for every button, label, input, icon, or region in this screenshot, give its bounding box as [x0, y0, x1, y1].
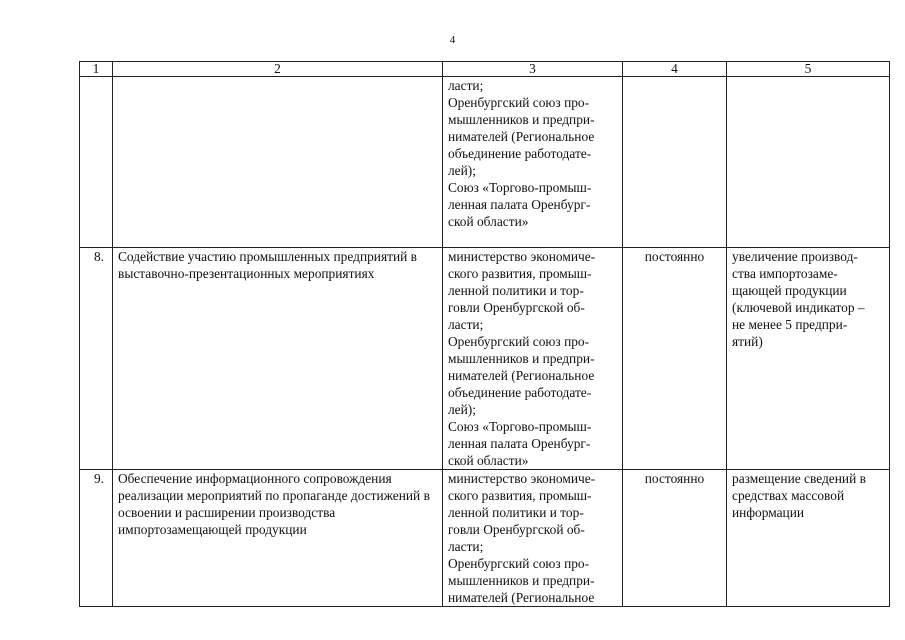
executors-line: министерство экономиче-	[448, 249, 596, 264]
page-number: 4	[449, 34, 456, 46]
result-line: увеличение производ-	[732, 249, 858, 264]
continued-executors-cell	[443, 77, 623, 248]
row-executors	[443, 470, 623, 607]
executors-line: Оренбургский союз про-	[448, 334, 590, 349]
executors-line: Оренбургский союз про-	[448, 556, 590, 571]
row-executors	[443, 248, 623, 470]
executors-line: ленной политики и тор-	[448, 283, 584, 298]
executors-line: объединение работодате-	[448, 385, 592, 400]
result-line: средствах массовой	[732, 488, 845, 503]
row-number: 9.	[80, 470, 113, 607]
continued-result-cell	[727, 77, 890, 248]
continued-term-cell	[623, 77, 727, 248]
column-header-4: 4	[623, 62, 727, 77]
executors-line: министерство экономиче-	[448, 471, 596, 486]
row-result	[727, 470, 890, 607]
executors-line: ской области»	[448, 214, 529, 229]
continued-number-cell	[80, 77, 113, 248]
result-line: размещение сведений в	[732, 471, 866, 486]
executors-line: мышленников и предпри-	[448, 573, 595, 588]
executors-line: лей);	[448, 402, 476, 417]
table-row	[80, 470, 890, 607]
executors-line: Оренбургский союз про-	[448, 95, 590, 110]
executors-line: ленной политики и тор-	[448, 505, 584, 520]
executors-line: ленная палата Оренбург-	[448, 197, 591, 212]
executors-line: ского развития, промыш-	[448, 266, 592, 281]
measures-table	[79, 61, 890, 607]
executors-line: мышленников и предпри-	[448, 112, 595, 127]
executors-line: говли Оренбургской об-	[448, 300, 585, 315]
result-line: не менее 5 предпри-	[732, 317, 848, 332]
result-line: щающей продукции	[732, 283, 847, 298]
column-header-5: 5	[727, 62, 890, 77]
executors-line: ской области»	[448, 453, 529, 468]
executors-line: лей);	[448, 163, 476, 178]
column-header-3: 3	[443, 62, 623, 77]
row-number: 8.	[80, 248, 113, 470]
result-line: информации	[732, 505, 805, 520]
table-row	[80, 248, 890, 470]
executors-line: Союз «Торгово-промыш-	[448, 419, 592, 434]
continued-description-cell	[113, 77, 443, 248]
row-description: Содействие участию промышленных предприятий в выставочно-презентационных мероприятиях	[113, 248, 443, 470]
executors-line: ласти;	[448, 78, 484, 93]
executors-line: говли Оренбургской об-	[448, 522, 585, 537]
executors-line: ласти;	[448, 317, 484, 332]
header-row	[80, 62, 890, 77]
row-term: постоянно	[623, 248, 727, 470]
executors-line: нимателей (Региональное	[448, 590, 595, 605]
column-header-2: 2	[113, 62, 443, 77]
result-line: ства импортозаме-	[732, 266, 838, 281]
executors-line: нимателей (Региональное	[448, 368, 595, 383]
table-row-continued	[80, 77, 890, 248]
row-term: постоянно	[623, 470, 727, 607]
executors-line: Союз «Торгово-промыш-	[448, 180, 592, 195]
row-description: Обеспечение информационного сопровождения реализации мероприятий по пропаганде достижений в освоении и расширении производства импортозамещающей продукции	[113, 470, 443, 607]
executors-line: нимателей (Региональное	[448, 129, 595, 144]
row-result	[727, 248, 890, 470]
executors-line: ласти;	[448, 539, 484, 554]
result-line: ятий)	[732, 334, 763, 349]
result-line: (ключевой индикатор –	[732, 300, 865, 315]
executors-line: мышленников и предпри-	[448, 351, 595, 366]
executors-line: ского развития, промыш-	[448, 488, 592, 503]
executors-line: ленная палата Оренбург-	[448, 436, 591, 451]
column-header-1: 1	[80, 62, 113, 77]
executors-line: объединение работодате-	[448, 146, 592, 161]
